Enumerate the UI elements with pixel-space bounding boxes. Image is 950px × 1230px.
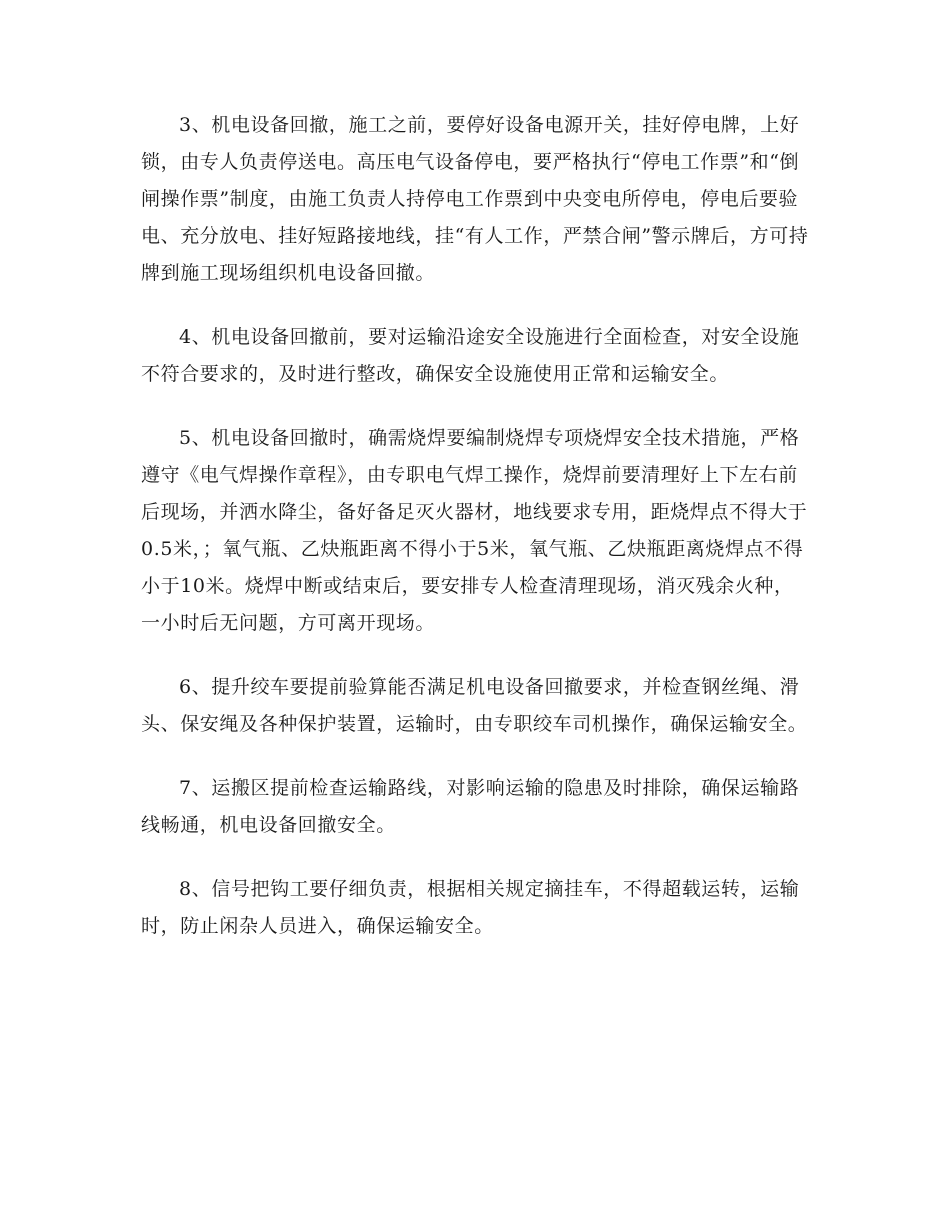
paragraph-8: 8、信号把钩工要仔细负责，根据相关规定摘挂车，不得超载运转，运输时，防止闲杂人员进入，确保运输安全。 [141, 878, 800, 937]
document-body [141, 107, 809, 945]
paragraph-4: 4、机电设备回撤前，要对运输沿途安全设施进行全面检查，对安全设施不符合要求的，及时进行整改，确保安全设施使用正常和运输安全。 [141, 326, 800, 385]
paragraph-5: 5、机电设备回撤时，确需烧焊要编制烧焊专项烧焊安全技术措施，严格遵守《电气焊操作章程》，由专职电气焊工操作，烧焊前要清理好上下左右前后现场，并洒水降尘，备好备足灭火器材，地线要求专用，距烧焊点不得大于0.5米，；氧气瓶、乙炔瓶距离不得小于5米，氧气瓶、乙炔瓶距离烧焊点不得小于10米。烧焊中断或结束后，要安排专人检查清理现场，消灭残余火种，一小时后无问题，方可离开现场。 [141, 427, 808, 634]
paragraph-6: 6、提升绞车要提前验算能否满足机电设备回撤要求，并检查钢丝绳、滑头、保安绳及各种保护装置，运输时，由专职绞车司机操作，确保运输安全。 [141, 676, 808, 735]
paragraph-3: 3、机电设备回撤，施工之前，要停好设备电源开关，挂好停电牌，上好锁，由专人负责停送电。高压电气设备停电，要严格执行“停电工作票”和“倒闸操作票”制度，由施工负责人持停电工作票到中央变电所停电，停电后要验电、充分放电、挂好短路接地线，挂“有人工作，严禁合闸”警示牌后，方可持牌到施工现场组织机电设备回撤。 [141, 114, 809, 284]
paragraph-7: 7、运搬区提前检查运输路线，对影响运输的隐患及时排除，确保运输路线畅通，机电设备回撤安全。 [141, 777, 800, 836]
